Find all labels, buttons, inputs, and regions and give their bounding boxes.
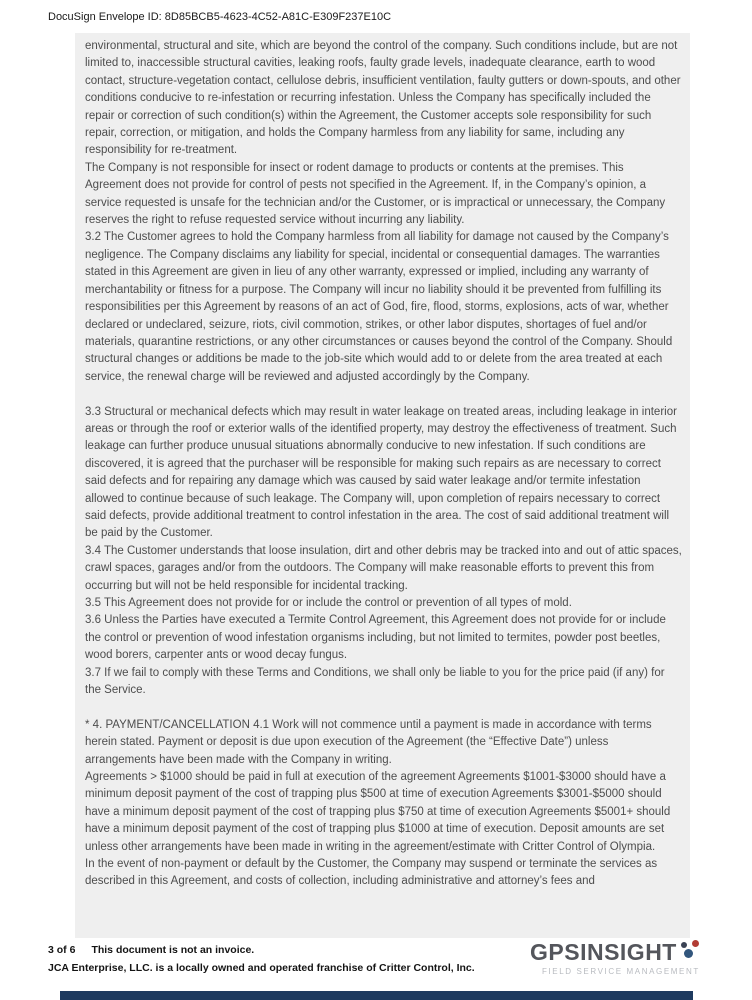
next-page-edge-bar — [60, 991, 693, 1000]
paragraph: * 4. PAYMENT/CANCELLATION 4.1 Work will not commence until a payment is made in accordance with terms herein stated. Payment or deposit is due upon execution of the Agreement (the “Effective Date”) unless arrangements have been made with the Company in writing. — [85, 718, 652, 766]
gpsinsight-logo-text: GPSINSIGHT — [530, 939, 677, 965]
red-dot-icon — [692, 940, 699, 947]
paragraph: 3.3 Structural or mechanical defects which may result in water leakage on treated areas, including leakage in interior areas or through the roof or exterior walls of the identified property, may destroy the effectiveness of treatment. Such leakage can further produce unusual situations abnormally conducive to new infestation. If such conditions are discovered, it is agreed that the purchaser will be responsible for making such repairs as are necessary to correct said defects and for repairing any damage which was caused by said water leakage and/or termite infestation allowed to continue because of such leakage. The Company will, upon completion of repairs necessary to correct said defects, provide additional treatment to control infestation in the area. The cost of said additional treatment will be paid by the Customer. — [85, 405, 677, 540]
page-number: 3 of 6 — [48, 944, 76, 956]
paragraph: The Company is not responsible for insect or rodent damage to products or contents at the premises. This Agreement does not provide for control of pests not specified in the Agreement. If, in the Company’s opinion, a service requested is unsafe for the technician and/or the Customer, or is impractical or unnecessary, the Company reserves the right to refuse requested service without incurring any liability. — [85, 161, 666, 227]
document-body — [75, 33, 690, 938]
paragraph: 3.4 The Customer understands that loose insulation, dirt and other debris may be tracked into and out of attic spaces, crawl spaces, garages and/or from the outdoors. The Company will make reasonable efforts to prevent this from occurring but will not be held responsible for incidental tracking. — [85, 544, 682, 592]
gpsinsight-dots-icon — [680, 940, 701, 962]
paragraph: 3.7 If we fail to comply with these Terms and Conditions, we shall only be liable to you for the price paid (if any) for the Service. — [85, 666, 665, 697]
not-invoice-note: This document is not an invoice. — [91, 944, 255, 956]
blue-dot-icon — [684, 949, 693, 958]
gpsinsight-logo — [530, 940, 700, 976]
gpsinsight-logo-row — [530, 940, 700, 964]
paragraph: 3.6 Unless the Parties have executed a Termite Control Agreement, this Agreement does not provide for or include the control or prevention of wood infestation organisms including, but not limited to termites, powder post beetles, wood borers, carpenter ants or wood decay fungus. — [85, 614, 666, 662]
footer-line-1 — [48, 944, 254, 956]
paragraph: In the event of non-payment or default by the Customer, the Company may suspend or terminate the services as described in this Agreement, and costs of collection, including administrative and attorney’s fees and — [85, 858, 658, 888]
gpsinsight-logo-tagline: FIELD SERVICE MANAGEMENT — [542, 967, 700, 976]
paragraph: 3.5 This Agreement does not provide for or include the control or prevention of all types of mold. — [85, 596, 572, 609]
paragraph: 3.2 The Customer agrees to hold the Company harmless from all liability for damage not caused by the Company’s negligence. The Company disclaims any liability for special, incidental or consequential damages. The warranties stated in this Agreement are given in lieu of any other warranty, expressed or implied, including any warranty of merchantability or fitness for a purpose. The Company will incur no liability should it be prevented from fulfilling its responsibilities per this Agreement by reasons of an act of God, fire, flood, storms, explosions, acts of war, whether declared or undeclared, seizure, riots, civil commotion, strikes, or other labor disputes, shortages of fuel and/or materials, quarantine restrictions, or any other circumstances or causes beyond the control of the Company. Should structural changes or additions be made to the job-site which would add to or delete from the area treated at each service, the renewal charge will be reviewed and adjusted accordingly by the Company. — [85, 231, 673, 383]
paragraph: environmental, structural and site, which are beyond the control of the company. Such conditions include, but are not limited to, inaccessible structural cavities, leaking roofs, faulty grade levels, inadequate clearance, earth to wood contact, structure-vegetation contact, cellulose debris, insufficient ventilation, faulty gutters or down-spouts, and other conditions conducive to re-infestation or recurring infestation. Unless the Company has specifically included the repair or correction of such condition(s) within the Agreement, the Customer accepts sole responsibility for such repair, correction, or mitigation, and holds the Company harmless from any liability for same, including any responsibility for re-treatment. — [85, 40, 681, 157]
paragraph: Agreements > $1000 should be paid in full at execution of the agreement Agreements $1001-$3000 should have a minimum deposit payment of the cost of trapping plus $500 at time of execution Agreements $3001-$5000 should have a minimum deposit payment of the cost of trapping plus $750 at time of execution Agreements $5001+ should have a minimum deposit payment of the cost of trapping plus $1000 at time of execution. Deposit amounts are set unless other arrangements have been made in writing in the agreement/estimate with Critter Control of Olympia. — [85, 771, 671, 853]
franchise-note: JCA Enterprise, LLC. is a locally owned and operated franchise of Critter Control, Inc. — [48, 962, 475, 974]
navy-dot-icon — [681, 942, 687, 948]
docusign-envelope-id: DocuSign Envelope ID: 8D85BCB5-4623-4C52-A81C-E309F237E10C — [48, 11, 392, 23]
